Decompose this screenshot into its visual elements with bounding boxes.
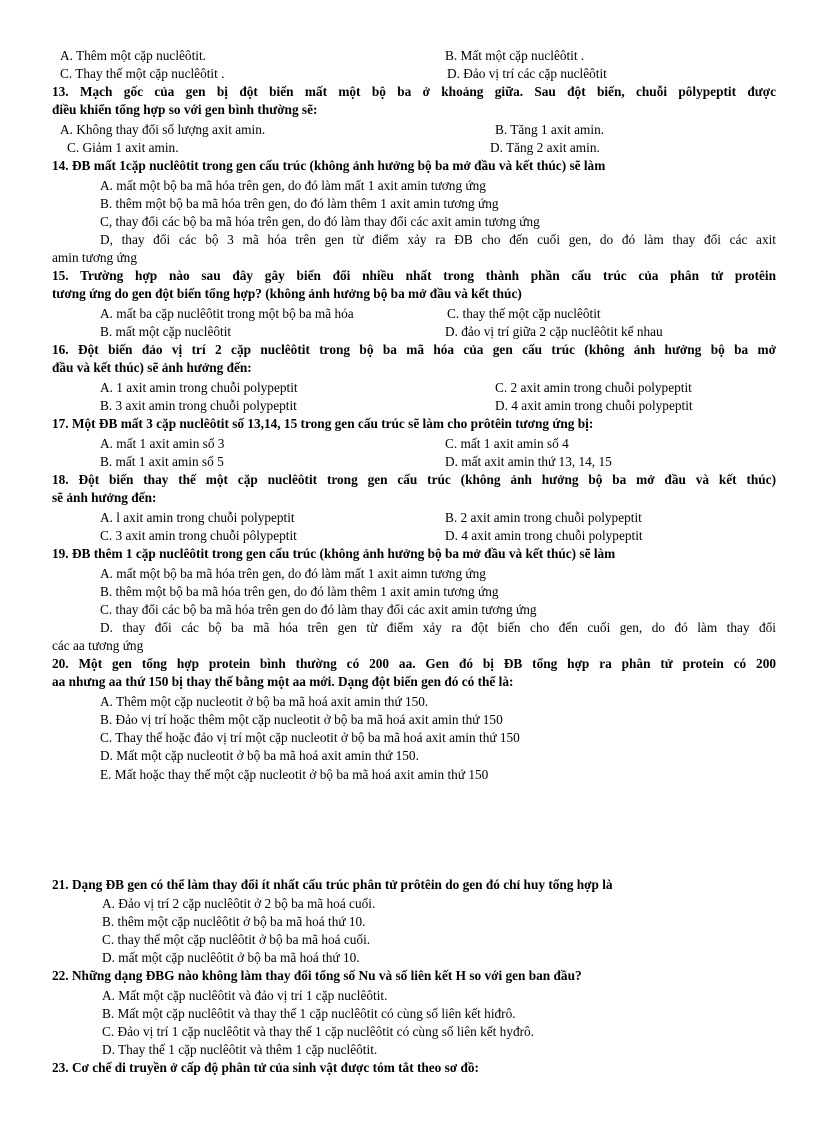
q20-option-d: D. Mất một cặp nucleotit ở bộ ba mã hoá axit amin thứ 150. <box>100 748 419 763</box>
q19-stem: 19. ĐB thêm 1 cặp nuclêôtit trong gen cấu trúc (không ảnh hưởng bộ ba mở đầu và kết thúc) sẽ làm <box>52 546 616 561</box>
q17-option-d: D. mất axit amin thứ 13, 14, 15 <box>445 454 612 469</box>
q12-option-d: D. Đảo vị trí các cặp nuclêôtit <box>447 66 607 81</box>
q14-option-a: A. mất một bộ ba mã hóa trên gen, do đó làm mất 1 axit amin tương ứng <box>100 178 486 193</box>
q19-option-c: C. thay đổi các bộ ba mã hóa trên gen do đó làm thay đổi các axit amin tương ứng <box>100 602 537 617</box>
q19-option-b: B. thêm một bộ ba mã hóa trên gen, do đó làm thêm 1 axit amin tương ứng <box>100 584 499 599</box>
q22-option-b: B. Mất một cặp nuclêôtit và thay thế 1 cặp nuclêôtit có cùng số liên kết hiđrô. <box>102 1006 516 1021</box>
q19-option-d-line2: các aa tương ứng <box>52 638 144 653</box>
q21-stem: 21. Dạng ĐB gen có thể làm thay đổi ít nhất cấu trúc phân tử prôtêin do gen đó chỉ huy tổng hợp là <box>52 877 613 892</box>
q12-option-c: C. Thay thế một cặp nuclêôtit . <box>60 66 225 81</box>
q15-stem-line1: 15. Trường hợp nào sau đây gây biến đổi nhiều nhất trong thành phần cấu trúc của phân tử protêin <box>52 268 776 283</box>
q13-stem-line2: điều khiển tổng hợp so với gen bình thường sẽ: <box>52 102 318 117</box>
q21-option-b: B. thêm một cặp nuclêôtit ở bộ ba mã hoá thứ 10. <box>102 914 366 929</box>
q20-stem-line2: aa nhưng aa thứ 150 bị thay thế bằng một aa mới. Dạng đột biến gen đó có thể là: <box>52 674 514 689</box>
q13-option-a: A. Không thay đổi số lượng axit amin. <box>60 122 266 137</box>
q21-option-c: C. thay thế một cặp nuclêôtit ở bộ ba mã hoá cuối. <box>102 932 371 947</box>
q13-option-c: C. Giảm 1 axit amin. <box>67 140 179 155</box>
q18-option-c: C. 3 axit amin trong chuỗi pôlypeptit <box>100 528 297 543</box>
q22-option-a: A. Mất một cặp nuclêôtit và đảo vị trí 1 cặp nuclêôtit. <box>102 988 388 1003</box>
q12-option-a: A. Thêm một cặp nuclêôtit. <box>60 48 206 63</box>
q14-option-d-line2: amin tương ứng <box>52 250 137 265</box>
q17-stem: 17. Một ĐB mất 3 cặp nuclêôtit số 13,14, 15 trong gen cấu trúc sẽ làm cho prôtêin tương ứng bị: <box>52 416 594 431</box>
q20-option-e: E. Mất hoặc thay thế một cặp nucleotit ở bộ ba mã hoá axit amin thứ 150 <box>100 767 489 782</box>
q18-stem-line1: 18. Đột biến thay thế một cặp nuclêôtit trong gen cấu trúc (không ảnh hưởng bộ ba mở đầu và kết thúc) <box>52 472 776 487</box>
q13-stem-line1: 13. Mạch gốc của gen bị đột biến mất một bộ ba ở khoảng giữa. Sau đột biến, chuỗi pôlypeptit được <box>52 84 776 99</box>
q20-option-c: C. Thay thế hoặc đảo vị trí một cặp nucleotit ở bộ ba mã hoá axit amin thứ 150 <box>100 730 520 745</box>
q16-option-b: B. 3 axit amin trong chuỗi polypeptit <box>100 398 297 413</box>
q16-stem-line2: đầu và kết thúc) sẽ ảnh hưởng đến: <box>52 360 252 375</box>
q14-stem: 14. ĐB mất 1cặp nuclêôtit trong gen cấu trúc (không ảnh hưởng bộ ba mở đầu và kết thúc) sẽ làm <box>52 158 606 173</box>
q18-stem-line2: sẽ ảnh hưởng đến: <box>52 490 157 505</box>
q19-option-d-line1: D. thay đổi các bộ ba mã hóa trên gen từ điểm xảy ra đột biến cho đến cuối gen, do đó làm thay đổi <box>100 620 776 635</box>
q12-option-b: B. Mất một cặp nuclêôtit . <box>445 48 585 63</box>
q18-option-a: A. l axit amin trong chuỗi polypeptit <box>100 510 295 525</box>
q20-option-b: B. Đảo vị trí hoặc thêm một cặp nucleotit ở bộ ba mã hoá axit amin thứ 150 <box>100 712 503 727</box>
q23-stem: 23. Cơ chế di truyền ở cấp độ phân tử của sinh vật được tóm tắt theo sơ đồ: <box>52 1060 479 1075</box>
q15-option-b: B. mất một cặp nuclêôtit <box>100 324 232 339</box>
q13-option-b: B. Tăng 1 axit amin. <box>495 122 605 137</box>
q15-option-d: D. đảo vị trí giữa 2 cặp nuclêôtit kế nhau <box>445 324 663 339</box>
q22-option-d: D. Thay thế 1 cặp nuclêôtit và thêm 1 cặp nuclêôtit. <box>102 1042 378 1057</box>
q20-option-a: A. Thêm một cặp nucleotit ở bộ ba mã hoá axit amin thứ 150. <box>100 694 429 709</box>
q17-option-c: C. mất 1 axit amin số 4 <box>445 436 569 451</box>
q16-option-c: C. 2 axit amin trong chuỗi polypeptit <box>495 380 692 395</box>
q16-option-d: D. 4 axit amin trong chuỗi polypeptit <box>495 398 693 413</box>
q15-option-c: C. thay thế một cặp nuclêôtit <box>447 306 601 321</box>
q18-option-d: D. 4 axit amin trong chuỗi polypeptit <box>445 528 643 543</box>
q15-stem-line2: tương ứng do gen đột biến tổng hợp? (không ảnh hưởng bộ ba mở đầu và kết thúc) <box>52 286 522 301</box>
q16-stem-line1: 16. Đột biến đảo vị trí 2 cặp nuclêôtit trong bộ ba mã hóa của gen cấu trúc (không ảnh hưởng bộ ba mở <box>52 342 776 357</box>
q16-option-a: A. 1 axit amin trong chuỗi polypeptit <box>100 380 298 395</box>
q22-stem: 22. Những dạng ĐBG nào không làm thay đổi tổng số Nu và số liên kết H so với gen ban đầu? <box>52 968 582 983</box>
q21-option-a: A. Đảo vị trí 2 cặp nuclêôtit ở 2 bộ ba mã hoá cuối. <box>102 896 376 911</box>
q17-option-a: A. mất 1 axit amin số 3 <box>100 436 225 451</box>
q20-stem-line1: 20. Một gen tổng hợp protein bình thường có 200 aa. Gen đó bị ĐB tổng hợp ra phân tử protein có 200 <box>52 656 776 671</box>
q17-option-b: B. mất 1 axit amin số 5 <box>100 454 224 469</box>
q14-option-d-line1: D, thay đổi các bộ 3 mã hóa trên gen từ điểm xảy ra ĐB cho đến cuối gen, do đó làm thay đổi các axit <box>100 232 776 247</box>
q14-option-c: C, thay đổi các bộ ba mã hóa trên gen, do đó làm thay đổi các axit amin tương ứng <box>100 214 540 229</box>
q22-option-c: C. Đảo vị trí 1 cặp nuclêôtit và thay thế 1 cặp nuclêôtit có cùng số liên kết hyđrô. <box>102 1024 535 1039</box>
q15-option-a: A. mất ba cặp nuclêôtit trong một bộ ba mã hóa <box>100 306 354 321</box>
q13-option-d: D. Tăng 2 axit amin. <box>490 140 600 155</box>
q18-option-b: B. 2 axit amin trong chuỗi polypeptit <box>445 510 642 525</box>
q21-option-d: D. mất một cặp nuclêôtit ở bộ ba mã hoá thứ 10. <box>102 950 360 965</box>
q14-option-b: B. thêm một bộ ba mã hóa trên gen, do đó làm thêm 1 axit amin tương ứng <box>100 196 499 211</box>
q19-option-a: A. mất một bộ ba mã hóa trên gen, do đó làm mất 1 axit aimn tương ứng <box>100 566 486 581</box>
